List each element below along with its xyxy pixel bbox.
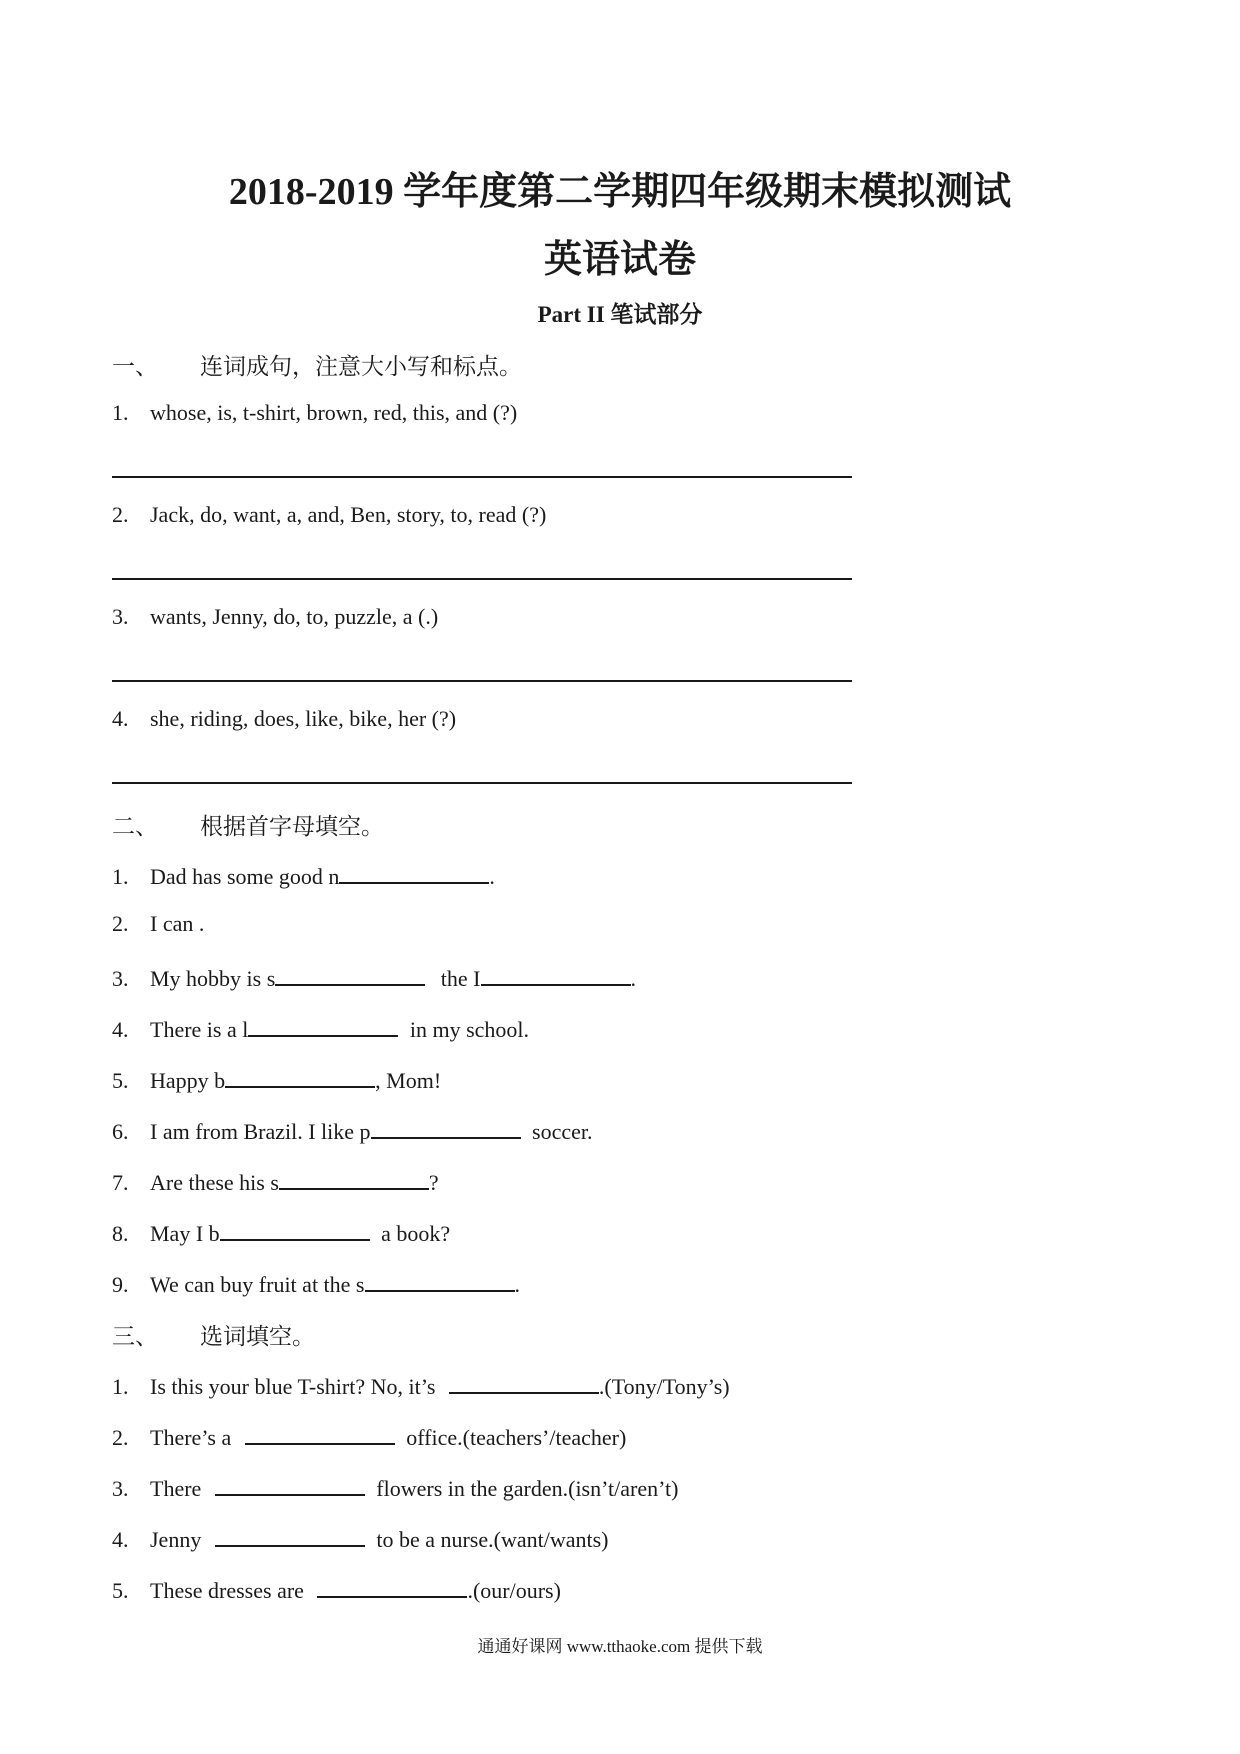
section-title: 连词成句，注意大小写和标点。 [200, 354, 522, 379]
question-text: May I b [150, 1221, 220, 1246]
question [112, 1064, 441, 1094]
fill-blank[interactable] [248, 1013, 398, 1037]
question-text: . [489, 864, 495, 889]
question-number: 1. [112, 400, 129, 425]
question [112, 962, 636, 992]
question [112, 1166, 439, 1196]
question [112, 1217, 450, 1247]
question-text: wants, Jenny, do, to, puzzle, a (.) [150, 604, 439, 629]
fill-blank[interactable] [215, 1523, 365, 1547]
question-text: There’s a [150, 1425, 237, 1450]
question-number: 1. [112, 864, 129, 889]
answer-line[interactable] [112, 476, 852, 478]
question [112, 1523, 608, 1553]
part-heading: Part II 笔试部分 [537, 302, 703, 327]
fill-blank[interactable] [245, 1421, 395, 1445]
fill-blank[interactable] [365, 1268, 515, 1292]
question [112, 1421, 626, 1451]
question [112, 604, 438, 630]
question-text: There [150, 1476, 207, 1501]
question-text: a book? [375, 1221, 451, 1246]
fill-blank[interactable] [275, 962, 425, 986]
question-number: 5. [112, 1578, 129, 1603]
question-text: soccer. [526, 1119, 593, 1144]
question-number: 3. [112, 604, 129, 629]
question-text: I am from Brazil. I like p [150, 1119, 371, 1144]
question-text: in my school. [404, 1017, 530, 1042]
question-number: 6. [112, 1119, 129, 1144]
question-number: 8. [112, 1221, 129, 1246]
question-text: .(our/ours) [467, 1578, 561, 1603]
section-2-heading [112, 808, 384, 841]
question-number: 2. [112, 911, 129, 936]
exam-subtitle: 英语试卷 [543, 239, 696, 281]
section-number: 二、 [112, 814, 158, 839]
fill-blank[interactable] [449, 1370, 599, 1394]
fill-blank[interactable] [215, 1472, 365, 1496]
section-number: 一、 [112, 354, 158, 379]
answer-line[interactable] [112, 578, 852, 580]
question-text: There is a l [150, 1017, 249, 1042]
question-text: office.(teachers’/teacher) [400, 1425, 627, 1450]
question-number: 9. [112, 1272, 129, 1297]
section-1-heading [112, 348, 522, 381]
question [112, 1574, 561, 1604]
question-text: flowers in the garden.(isn’t/aren’t) [370, 1476, 679, 1501]
question [112, 400, 517, 426]
question-number: 4. [112, 1017, 129, 1042]
section-title: 选词填空。 [200, 1324, 315, 1349]
question [112, 911, 204, 937]
question-text: My hobby is s [150, 966, 276, 991]
question [112, 1013, 529, 1043]
question [112, 860, 495, 890]
question [112, 1370, 730, 1400]
question-text: . [514, 1272, 520, 1297]
question-text: ? [428, 1170, 439, 1195]
fill-blank[interactable] [225, 1064, 375, 1088]
question-text: Is this your blue T-shirt? No, it’s [150, 1374, 441, 1399]
question-number: 2. [112, 1425, 129, 1450]
question-number: 1. [112, 1374, 129, 1399]
exam-title: 2018-2019 学年度第二学期四年级期末模拟测试 [228, 171, 1012, 213]
question [112, 1115, 593, 1145]
fill-blank[interactable] [481, 962, 631, 986]
fill-blank[interactable] [279, 1166, 429, 1190]
question-number: 4. [112, 1527, 129, 1552]
question-text: We can buy fruit at the s [150, 1272, 365, 1297]
question-text: to be a nurse.(want/wants) [370, 1527, 609, 1552]
question [112, 706, 456, 732]
question-text: she, riding, does, like, bike, her (?) [150, 706, 457, 731]
question-text: whose, is, t-shirt, brown, red, this, and (?) [150, 400, 518, 425]
question-text: the I [435, 966, 481, 991]
question-text: Jenny [150, 1527, 207, 1552]
question-text: .(Tony/Tony’s) [598, 1374, 730, 1399]
question [112, 1472, 679, 1502]
question-text: , Mom! [375, 1068, 442, 1093]
question-number: 3. [112, 1476, 129, 1501]
question-number: 4. [112, 706, 129, 731]
fill-blank[interactable] [371, 1115, 521, 1139]
question-text: These dresses are [150, 1578, 310, 1603]
question-number: 5. [112, 1068, 129, 1093]
question [112, 502, 546, 528]
answer-line[interactable] [112, 680, 852, 682]
answer-line[interactable] [112, 782, 852, 784]
question-number: 7. [112, 1170, 129, 1195]
section-number: 三、 [112, 1324, 158, 1349]
question-text: . [630, 966, 636, 991]
question-number: 3. [112, 966, 129, 991]
question [112, 1268, 520, 1298]
section-title: 根据首字母填空。 [200, 814, 384, 839]
section-3-heading [112, 1318, 315, 1351]
footer-text: 通通好课网 www.tthaoke.com 提供下载 [477, 1637, 763, 1656]
question-number: 2. [112, 502, 129, 527]
question-text: Jack, do, want, a, and, Ben, story, to, read (?) [150, 502, 547, 527]
question-text: Dad has some good n [150, 864, 340, 889]
fill-blank[interactable] [339, 860, 489, 884]
question-text: Are these his s [150, 1170, 279, 1195]
question-text: Happy b [150, 1068, 226, 1093]
fill-blank[interactable] [220, 1217, 370, 1241]
fill-blank[interactable] [317, 1574, 467, 1598]
question-text: I can . [150, 911, 205, 936]
